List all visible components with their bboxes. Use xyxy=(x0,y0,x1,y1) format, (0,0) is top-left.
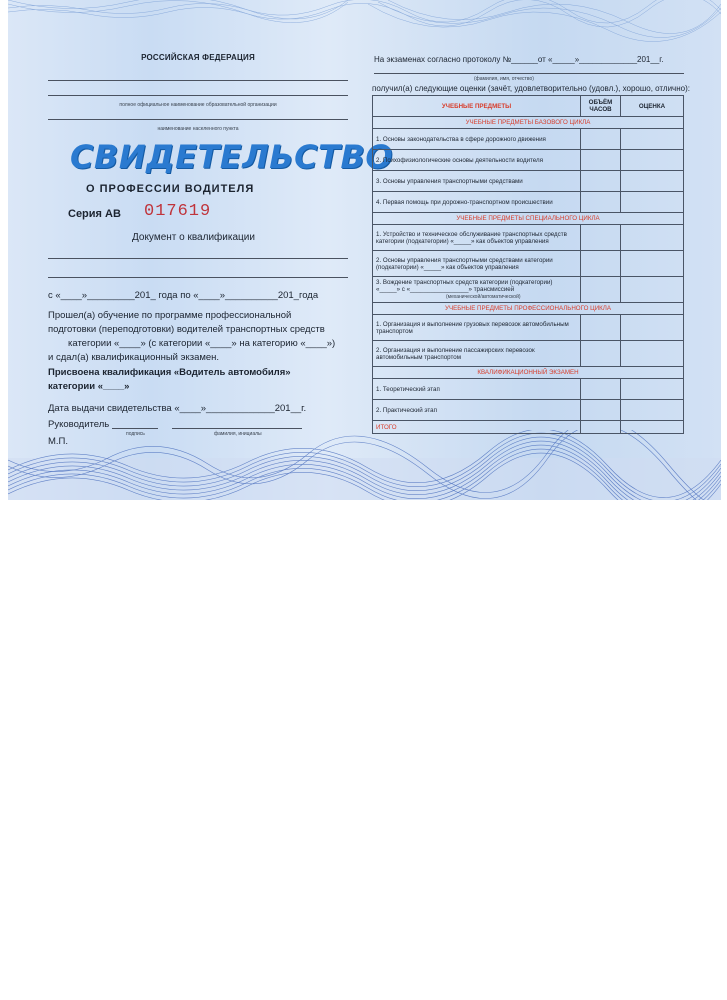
section-row xyxy=(373,303,684,315)
total-grade-cell[interactable] xyxy=(621,421,684,434)
section-row xyxy=(373,213,684,225)
training-text-2: подготовки (переподготовки) водителей транспортных средств xyxy=(48,324,325,335)
table-row xyxy=(373,171,684,192)
total-label: ИТОГО xyxy=(373,421,581,434)
qualification-text-1: Присвоена квалификация «Водитель автомобиля» xyxy=(48,367,291,378)
section-title: УЧЕБНЫЕ ПРЕДМЕТЫ ПРОФЕССИОНАЛЬНОГО ЦИКЛА xyxy=(373,303,684,315)
hours-cell[interactable] xyxy=(581,225,621,251)
hours-cell[interactable] xyxy=(581,150,621,171)
training-period: с «____»_________201_ года по «____»__________201_года xyxy=(48,290,319,301)
table-row xyxy=(373,277,684,303)
training-text-1: Прошел(а) обучение по программе профессиональной xyxy=(48,310,292,321)
grades-intro: получил(а) следующие оценки (зачёт, удовлетворительно (удовл.), хорошо, отлично): xyxy=(372,84,690,93)
protocol-line: На экзаменах согласно протоколу №______от «_____»_____________201__г. xyxy=(374,55,664,64)
grade-cell[interactable] xyxy=(621,400,684,421)
grade-cell[interactable] xyxy=(621,341,684,367)
grade-cell[interactable] xyxy=(621,251,684,277)
subject-cell: 2. Основы управления транспортными средствами категории (подкатегории) «_____» как объектов управления xyxy=(373,251,581,277)
table-row xyxy=(373,400,684,421)
certificate-spread xyxy=(8,0,721,500)
signature-line xyxy=(112,428,158,429)
table-row xyxy=(373,129,684,150)
series-number: 017619 xyxy=(144,202,212,221)
total-row xyxy=(373,421,684,434)
hours-cell[interactable] xyxy=(581,379,621,400)
grade-cell[interactable] xyxy=(621,150,684,171)
document-subtitle: О ПРОФЕССИИ ВОДИТЕЛЯ xyxy=(86,183,255,195)
hours-cell[interactable] xyxy=(581,129,621,150)
total-hours-cell[interactable] xyxy=(581,421,621,434)
subject-cell xyxy=(373,277,581,303)
org-name-line-2 xyxy=(48,95,348,96)
grade-cell[interactable] xyxy=(621,129,684,150)
student-name-line xyxy=(374,73,684,74)
table-row xyxy=(373,341,684,367)
grade-cell[interactable] xyxy=(621,171,684,192)
transmission-caption: (механической/автоматической) xyxy=(446,293,521,300)
hours-cell[interactable] xyxy=(581,277,621,303)
org-name-line xyxy=(48,80,348,81)
grades-table xyxy=(372,95,684,434)
grade-cell[interactable] xyxy=(621,192,684,213)
name-line xyxy=(172,428,302,429)
subject-cell: 1. Организация и выполнение грузовых перевозок автомобильным транспортом xyxy=(373,315,581,341)
section-row xyxy=(373,367,684,379)
grade-cell[interactable] xyxy=(621,379,684,400)
training-text-4: и сдал(а) квалификационный экзамен. xyxy=(48,352,220,363)
name-caption: фамилия, инициалы xyxy=(214,431,262,437)
stamp-place: М.П. xyxy=(48,436,69,447)
qualification-text-2: категории «____» xyxy=(48,381,130,392)
subject-cell: 1. Основы законодательства в сфере дорожного движения xyxy=(373,129,581,150)
hours-cell[interactable] xyxy=(581,400,621,421)
student-name-caption: (фамилия, имя, отчество) xyxy=(474,76,534,82)
hours-cell[interactable] xyxy=(581,192,621,213)
section-title: УЧЕБНЫЕ ПРЕДМЕТЫ БАЗОВОГО ЦИКЛА xyxy=(373,117,684,129)
grade-cell[interactable] xyxy=(621,315,684,341)
subject-cell: 1. Устройство и техническое обслуживание транспортных средств категории (подкатегории) «_____» как объектов управления xyxy=(373,225,581,251)
subject-cell: 3. Основы управления транспортными средствами xyxy=(373,171,581,192)
table-row xyxy=(373,379,684,400)
hours-cell[interactable] xyxy=(581,171,621,192)
hours-cell[interactable] xyxy=(581,341,621,367)
document-title: СВИДЕТЕЛЬСТВО xyxy=(70,138,394,176)
table-row xyxy=(373,192,684,213)
subject-cell: 1. Теоретический этап xyxy=(373,379,581,400)
grade-cell[interactable] xyxy=(621,225,684,251)
locality-line xyxy=(48,119,348,120)
section-row xyxy=(373,117,684,129)
section-title: КВАЛИФИКАЦИОННЫЙ ЭКЗАМЕН xyxy=(373,367,684,379)
table-header-row xyxy=(373,96,684,117)
head-label: Руководитель xyxy=(48,419,110,430)
subject-cell: 2. Практический этап xyxy=(373,400,581,421)
holder-name-line-2 xyxy=(48,277,348,278)
table-row xyxy=(373,225,684,251)
header-grade: ОЦЕНКА xyxy=(621,96,684,117)
table-row xyxy=(373,150,684,171)
hours-cell[interactable] xyxy=(581,251,621,277)
document-type: Документ о квалификации xyxy=(132,232,255,243)
section-title: УЧЕБНЫЕ ПРЕДМЕТЫ СПЕЦИАЛЬНОГО ЦИКЛА xyxy=(373,213,684,225)
subject-text: 3. Вождение транспортных средств категории (подкатегории) «_____» с «_________________» трансмиссией xyxy=(376,278,553,293)
right-page xyxy=(364,0,721,500)
org-name-caption: полное официальное наименование образовательной организации xyxy=(119,102,277,108)
hours-cell[interactable] xyxy=(581,315,621,341)
country-heading: РОССИЙСКАЯ ФЕДЕРАЦИЯ xyxy=(141,53,255,62)
subject-cell: 2. Психофизиологические основы деятельности водителя xyxy=(373,150,581,171)
signature-caption: подпись xyxy=(126,431,145,437)
locality-caption: наименование населенного пункта xyxy=(157,126,239,132)
subject-cell: 2. Организация и выполнение пассажирских перевозок автомобильным транспортом xyxy=(373,341,581,367)
issue-date: Дата выдачи свидетельства «____»_____________201__г. xyxy=(48,403,307,414)
header-subjects: УЧЕБНЫЕ ПРЕДМЕТЫ xyxy=(373,96,581,117)
table-row xyxy=(373,251,684,277)
grade-cell[interactable] xyxy=(621,277,684,303)
table-row xyxy=(373,315,684,341)
header-hours: ОБЪЁМ ЧАСОВ xyxy=(581,96,621,117)
subject-cell: 4. Первая помощь при дорожно-транспортном происшествии xyxy=(373,192,581,213)
holder-name-line xyxy=(48,258,348,259)
series-label: Серия АВ xyxy=(68,208,121,220)
training-text-3: категории «____» (с категории «____» на категорию «____») xyxy=(68,338,336,349)
